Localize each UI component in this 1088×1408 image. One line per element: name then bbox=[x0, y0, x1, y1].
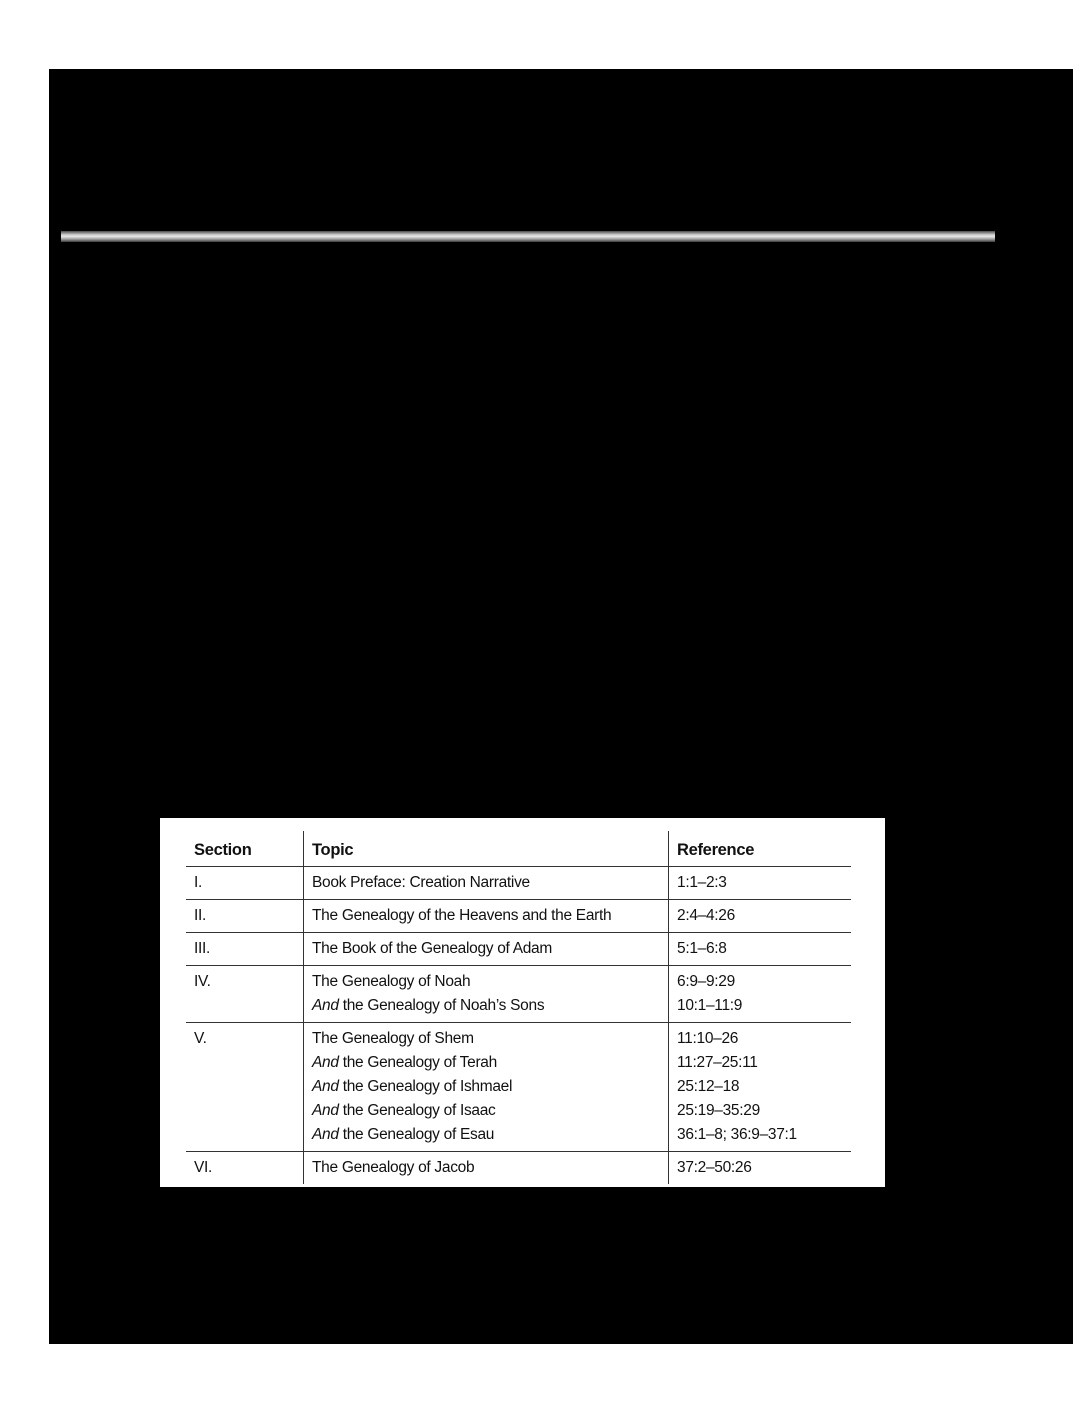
topic-cell bbox=[304, 933, 669, 966]
section-number: I. bbox=[186, 867, 304, 900]
topic-line bbox=[312, 1099, 660, 1123]
topic-line bbox=[312, 1075, 660, 1099]
reference-text: 2:4–4:26 bbox=[677, 907, 735, 924]
topic-prefix: And bbox=[312, 997, 339, 1014]
table-body bbox=[186, 867, 851, 1185]
topic-text: the Genealogy of Terah bbox=[338, 1054, 497, 1071]
table-row bbox=[186, 900, 851, 933]
table-row bbox=[186, 933, 851, 966]
reference-cell bbox=[669, 1023, 852, 1152]
header-section: Section bbox=[186, 831, 304, 867]
topic-line bbox=[312, 1051, 660, 1075]
topic-prefix: And bbox=[312, 1078, 339, 1095]
genealogy-table-panel bbox=[160, 818, 885, 1187]
reference-text: 10:1–11:9 bbox=[677, 997, 743, 1014]
topic-cell bbox=[304, 1023, 669, 1152]
reference-cell bbox=[669, 1152, 852, 1185]
topic-prefix: And bbox=[312, 1102, 339, 1119]
genealogy-outline-table bbox=[186, 831, 851, 1184]
topic-text: the Genealogy of Noah’s Sons bbox=[338, 997, 545, 1014]
topic-text: The Genealogy of the Heavens and the Earth bbox=[312, 907, 612, 924]
topic-text: The Book of the Genealogy of Adam bbox=[312, 940, 552, 957]
table-row bbox=[186, 966, 851, 1023]
topic-cell bbox=[304, 966, 669, 1023]
reference-text: 5:1–6:8 bbox=[677, 940, 727, 957]
reference-text: 37:2–50:26 bbox=[677, 1159, 752, 1176]
topic-text: The Genealogy of Jacob bbox=[312, 1159, 475, 1176]
topic-text: Book Preface: Creation Narrative bbox=[312, 874, 530, 891]
table-header-row bbox=[186, 831, 851, 867]
topic-text: The Genealogy of Shem bbox=[312, 1030, 474, 1047]
reference-cell bbox=[669, 966, 852, 1023]
topic-text: The Genealogy of Noah bbox=[312, 973, 471, 990]
section-number: II. bbox=[186, 900, 304, 933]
reference-text: 36:1–8; 36:9–37:1 bbox=[677, 1126, 797, 1143]
topic-line bbox=[312, 937, 660, 961]
reference-text: 11:10–26 bbox=[677, 1030, 739, 1047]
topic-cell bbox=[304, 900, 669, 933]
reference-text: 6:9–9:29 bbox=[677, 973, 735, 990]
topic-line bbox=[312, 994, 660, 1018]
reference-cell bbox=[669, 867, 852, 900]
section-number: III. bbox=[186, 933, 304, 966]
topic-text: the Genealogy of Esau bbox=[338, 1126, 495, 1143]
section-number: V. bbox=[186, 1023, 304, 1152]
topic-cell bbox=[304, 1152, 669, 1185]
topic-line bbox=[312, 1123, 660, 1147]
topic-cell bbox=[304, 867, 669, 900]
table-row bbox=[186, 867, 851, 900]
topic-line bbox=[312, 871, 660, 895]
reference-text: 25:19–35:29 bbox=[677, 1102, 760, 1119]
topic-line bbox=[312, 1156, 660, 1180]
reference-text: 25:12–18 bbox=[677, 1078, 740, 1095]
topic-line bbox=[312, 1027, 660, 1051]
reference-cell bbox=[669, 900, 852, 933]
horizontal-rule bbox=[61, 231, 995, 242]
section-number: IV. bbox=[186, 966, 304, 1023]
reference-text: 11:27–25:11 bbox=[677, 1054, 758, 1071]
topic-prefix: And bbox=[312, 1126, 339, 1143]
topic-prefix: And bbox=[312, 1054, 339, 1071]
reference-text: 1:1–2:3 bbox=[677, 874, 727, 891]
section-number: VI. bbox=[194, 1159, 213, 1176]
topic-text: the Genealogy of Isaac bbox=[338, 1102, 496, 1119]
topic-text: the Genealogy of Ishmael bbox=[338, 1078, 513, 1095]
reference-cell bbox=[669, 933, 852, 966]
table-row bbox=[186, 1023, 851, 1152]
header-reference: Reference bbox=[669, 831, 852, 867]
header-topic: Topic bbox=[304, 831, 669, 867]
topic-line bbox=[312, 904, 660, 928]
table-row bbox=[186, 1152, 851, 1185]
topic-line bbox=[312, 970, 660, 994]
